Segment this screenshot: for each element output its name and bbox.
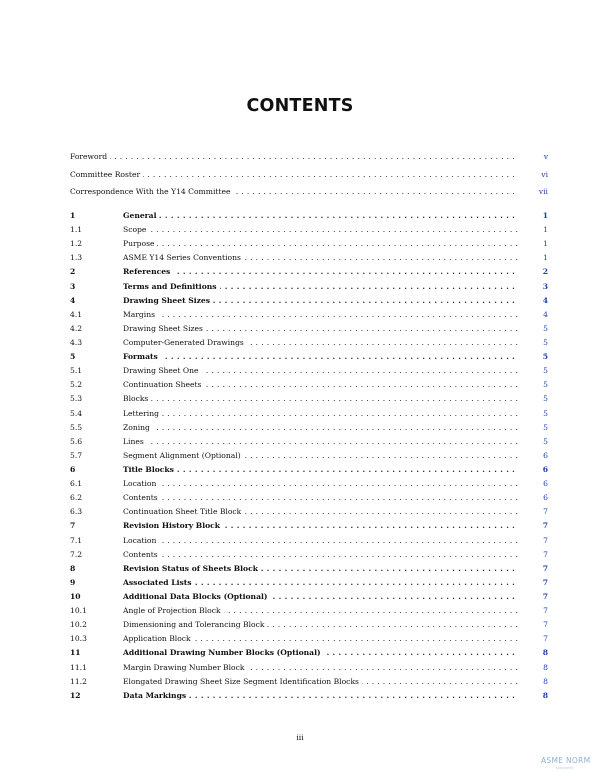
toc-entry-number: 1.1 [70, 225, 83, 235]
toc-entry[interactable] [70, 310, 548, 324]
front-matter-list [70, 152, 548, 205]
watermark-subtext: standards [556, 766, 574, 770]
toc-entry-title: Elongated Drawing Sheet Size Segment Identification Blocks . . . [123, 677, 548, 686]
toc-entry[interactable] [70, 239, 548, 253]
toc-page-link[interactable]: 7 [543, 535, 548, 545]
toc-entry[interactable] [70, 606, 548, 620]
toc-entry[interactable] [70, 620, 548, 634]
toc-entry-title: Terms and Definitions . . . [123, 282, 548, 291]
toc-entry[interactable] [70, 634, 548, 648]
toc-page-link[interactable]: 6 [542, 464, 548, 474]
toc-page-link[interactable]: 5 [543, 408, 548, 418]
toc-entry-title: Correspondence With the Y14 Committee . . . [70, 187, 548, 196]
toc-entry-number: 10.3 [70, 634, 87, 644]
toc-entry[interactable] [70, 409, 548, 423]
contents-list [70, 211, 548, 705]
toc-page-link[interactable]: 3 [542, 281, 548, 291]
toc-entry[interactable] [70, 493, 548, 507]
page-number: iii [296, 733, 304, 742]
toc-entry[interactable] [70, 465, 548, 479]
toc-entry-title: Margin Drawing Number Block . . . [123, 663, 548, 672]
toc-entry[interactable] [70, 550, 548, 564]
toc-entry-number: 4.1 [70, 309, 83, 319]
toc-page-link[interactable]: v [543, 152, 548, 161]
toc-entry-title: Margins . . . [123, 310, 548, 319]
toc-entry-number: 5 [70, 352, 76, 362]
toc-entry-number: 11.2 [70, 676, 87, 686]
toc-entry-number: 5.4 [70, 408, 83, 418]
toc-entry-number: 11.1 [70, 662, 87, 672]
toc-entry-title: Associated Lists . . . [123, 578, 548, 587]
toc-page-link[interactable]: 6 [543, 450, 548, 460]
toc-entry-title: Purpose . . . [123, 239, 548, 248]
toc-page-link[interactable]: 1 [543, 225, 548, 235]
toc-entry-title: Revision History Block . . . [123, 521, 548, 530]
toc-page-link[interactable]: 8 [542, 690, 548, 700]
toc-page-link[interactable]: 7 [542, 577, 548, 587]
toc-page-link[interactable]: 5 [543, 323, 548, 333]
toc-entry-number: 12 [70, 690, 81, 700]
toc-entry-number: 6.3 [70, 507, 83, 517]
toc-entry-title: Foreword . . . [70, 152, 548, 161]
toc-page-link[interactable]: 5 [542, 352, 548, 362]
toc-page-link[interactable]: 5 [543, 422, 548, 432]
toc-page-link[interactable]: 7 [543, 507, 548, 517]
toc-entry-number: 1.3 [70, 253, 83, 263]
toc-entry[interactable] [70, 578, 548, 592]
toc-page-link[interactable]: 8 [543, 676, 548, 686]
toc-entry-number: 4 [70, 295, 76, 305]
toc-entry-title: Drawing Sheet One . . . [123, 366, 548, 375]
toc-entry-number: 2 [70, 267, 76, 277]
toc-entry-number: 9 [70, 577, 76, 587]
toc-entry[interactable] [70, 423, 548, 437]
toc-page-link[interactable]: 6 [543, 479, 548, 489]
toc-entry-title: References . . . [123, 267, 548, 276]
toc-page-link[interactable]: 8 [543, 662, 548, 672]
toc-entry-title: Blocks . . . [123, 394, 548, 403]
toc-entry[interactable] [70, 267, 548, 281]
toc-entry-number: 7.2 [70, 549, 83, 559]
front-matter-entry[interactable] [70, 187, 548, 205]
toc-page-link[interactable]: 7 [543, 634, 548, 644]
toc-page-link[interactable]: 8 [542, 648, 548, 658]
toc-page-link[interactable]: 5 [543, 337, 548, 347]
toc-page-link[interactable]: 1 [542, 211, 548, 220]
toc-entry[interactable] [70, 211, 548, 225]
toc-entry-title: Continuation Sheet Title Block . . . [123, 507, 548, 516]
toc-entry-title: Committee Roster . . . [70, 170, 548, 179]
toc-entry-number: 5.6 [70, 436, 83, 446]
toc-entry-number: 6.2 [70, 493, 83, 503]
toc-page-link[interactable]: 7 [542, 521, 548, 531]
toc-entry[interactable] [70, 451, 548, 465]
toc-entry[interactable] [70, 564, 548, 578]
toc-entry-title: Contents . . . [123, 493, 548, 502]
toc-entry-title: Lines . . . [123, 437, 548, 446]
toc-entry[interactable] [70, 648, 548, 662]
toc-entry-title: Dimensioning and Tolerancing Block . . . [123, 620, 548, 629]
toc-entry-number: 10.2 [70, 620, 87, 630]
toc-entry[interactable] [70, 394, 548, 408]
toc-page-link[interactable]: vii [538, 187, 548, 196]
toc-page-link[interactable]: 7 [543, 620, 548, 630]
toc-entry[interactable] [70, 507, 548, 521]
toc-entry-title: Formats . . . [123, 352, 548, 361]
toc-page-link[interactable]: 5 [543, 380, 548, 390]
toc-entry-number: 5.3 [70, 394, 83, 404]
toc-entry-number: 10.1 [70, 606, 87, 616]
toc-entry[interactable] [70, 338, 548, 352]
toc-entry[interactable] [70, 677, 548, 691]
toc-page-link[interactable]: 5 [543, 436, 548, 446]
toc-page-link[interactable]: 7 [542, 591, 548, 601]
toc-page-link[interactable]: 1 [543, 239, 548, 249]
toc-entry-title: Additional Data Blocks (Optional) . . . [123, 592, 548, 601]
toc-entry[interactable] [70, 282, 548, 296]
toc-page-link[interactable]: 6 [543, 493, 548, 503]
toc-entry-number: 4.3 [70, 337, 83, 347]
toc-page-link[interactable]: 2 [542, 267, 548, 277]
toc-entry-number: 5.2 [70, 380, 83, 390]
toc-entry-title: Application Block . . . [123, 634, 548, 643]
toc-entry[interactable] [70, 536, 548, 550]
toc-entry-title: Lettering . . . [123, 409, 548, 418]
toc-entry-title: Location . . . [123, 536, 548, 545]
toc-entry-number: 3 [70, 281, 76, 291]
toc-page-link[interactable]: vi [541, 169, 548, 179]
toc-entry-number: 8 [70, 563, 76, 573]
toc-entry-number: 6 [70, 464, 76, 474]
toc-entry[interactable] [70, 296, 548, 310]
toc-entry-title: Additional Drawing Number Blocks (Optional) . . . [123, 648, 548, 657]
toc-entry[interactable] [70, 253, 548, 267]
front-matter-entry[interactable] [70, 152, 548, 170]
toc-entry-title: Contents . . . [123, 550, 548, 559]
toc-entry-title: Drawing Sheet Sizes . . . [123, 296, 548, 305]
toc-entry-title: Location . . . [123, 479, 548, 488]
toc-entry[interactable] [70, 380, 548, 394]
toc-entry-title: Revision Status of Sheets Block . . . [123, 564, 548, 573]
toc-entry-title: ASME Y14 Series Conventions . . . [123, 253, 548, 262]
page-title: CONTENTS [246, 96, 354, 116]
toc-entry[interactable] [70, 366, 548, 380]
toc-page-link[interactable]: 4 [543, 309, 548, 319]
toc-entry-title: Data Markings . . . [123, 691, 548, 700]
toc-entry[interactable] [70, 592, 548, 606]
toc-entry[interactable] [70, 225, 548, 239]
toc-entry-title: Segment Alignment (Optional) . . . [123, 451, 548, 460]
toc-entry-number: 11 [70, 648, 81, 658]
toc-entry-number: 1 [70, 211, 76, 220]
toc-entry-number: 10 [70, 591, 81, 601]
toc-entry-number: 1.2 [70, 239, 83, 249]
toc-entry[interactable] [70, 691, 548, 705]
toc-entry-title: Zoning . . . [123, 423, 548, 432]
toc-page-link[interactable]: 7 [543, 549, 548, 559]
toc-entry-title: Computer-Generated Drawings . . . [123, 338, 548, 347]
toc-entry-number: 5.5 [70, 422, 83, 432]
toc-entry-title: Title Blocks . . . [123, 465, 548, 474]
toc-entry-title: Continuation Sheets . . . [123, 380, 548, 389]
toc-entry-title: General . . . [123, 211, 548, 220]
toc-entry-title: Angle of Projection Block . . . [123, 606, 548, 615]
toc-page-link[interactable]: 7 [543, 606, 548, 616]
toc-entry[interactable] [70, 521, 548, 535]
toc-entry-number: 5.7 [70, 450, 83, 460]
toc-entry[interactable] [70, 352, 548, 366]
toc-entry-number: 4.2 [70, 323, 83, 333]
toc-entry[interactable] [70, 479, 548, 493]
watermark-logo: ASME NORM [541, 756, 591, 765]
toc-page-link[interactable]: 4 [542, 295, 548, 305]
toc-page-link[interactable]: 5 [543, 366, 548, 376]
toc-entry-number: 7.1 [70, 535, 83, 545]
toc-page-link[interactable]: 7 [542, 563, 548, 573]
toc-page-link[interactable]: 5 [543, 394, 548, 404]
toc-entry[interactable] [70, 663, 548, 677]
toc-entry[interactable] [70, 437, 548, 451]
toc-page-link[interactable]: 1 [543, 253, 548, 263]
toc-entry-title: Drawing Sheet Sizes . . . [123, 324, 548, 333]
toc-entry-number: 7 [70, 521, 76, 531]
toc-entry-title: Scope . . . [123, 225, 548, 234]
toc-entry-number: 5.1 [70, 366, 83, 376]
toc-entry-number: 6.1 [70, 479, 83, 489]
front-matter-entry[interactable] [70, 170, 548, 188]
toc-entry[interactable] [70, 324, 548, 338]
